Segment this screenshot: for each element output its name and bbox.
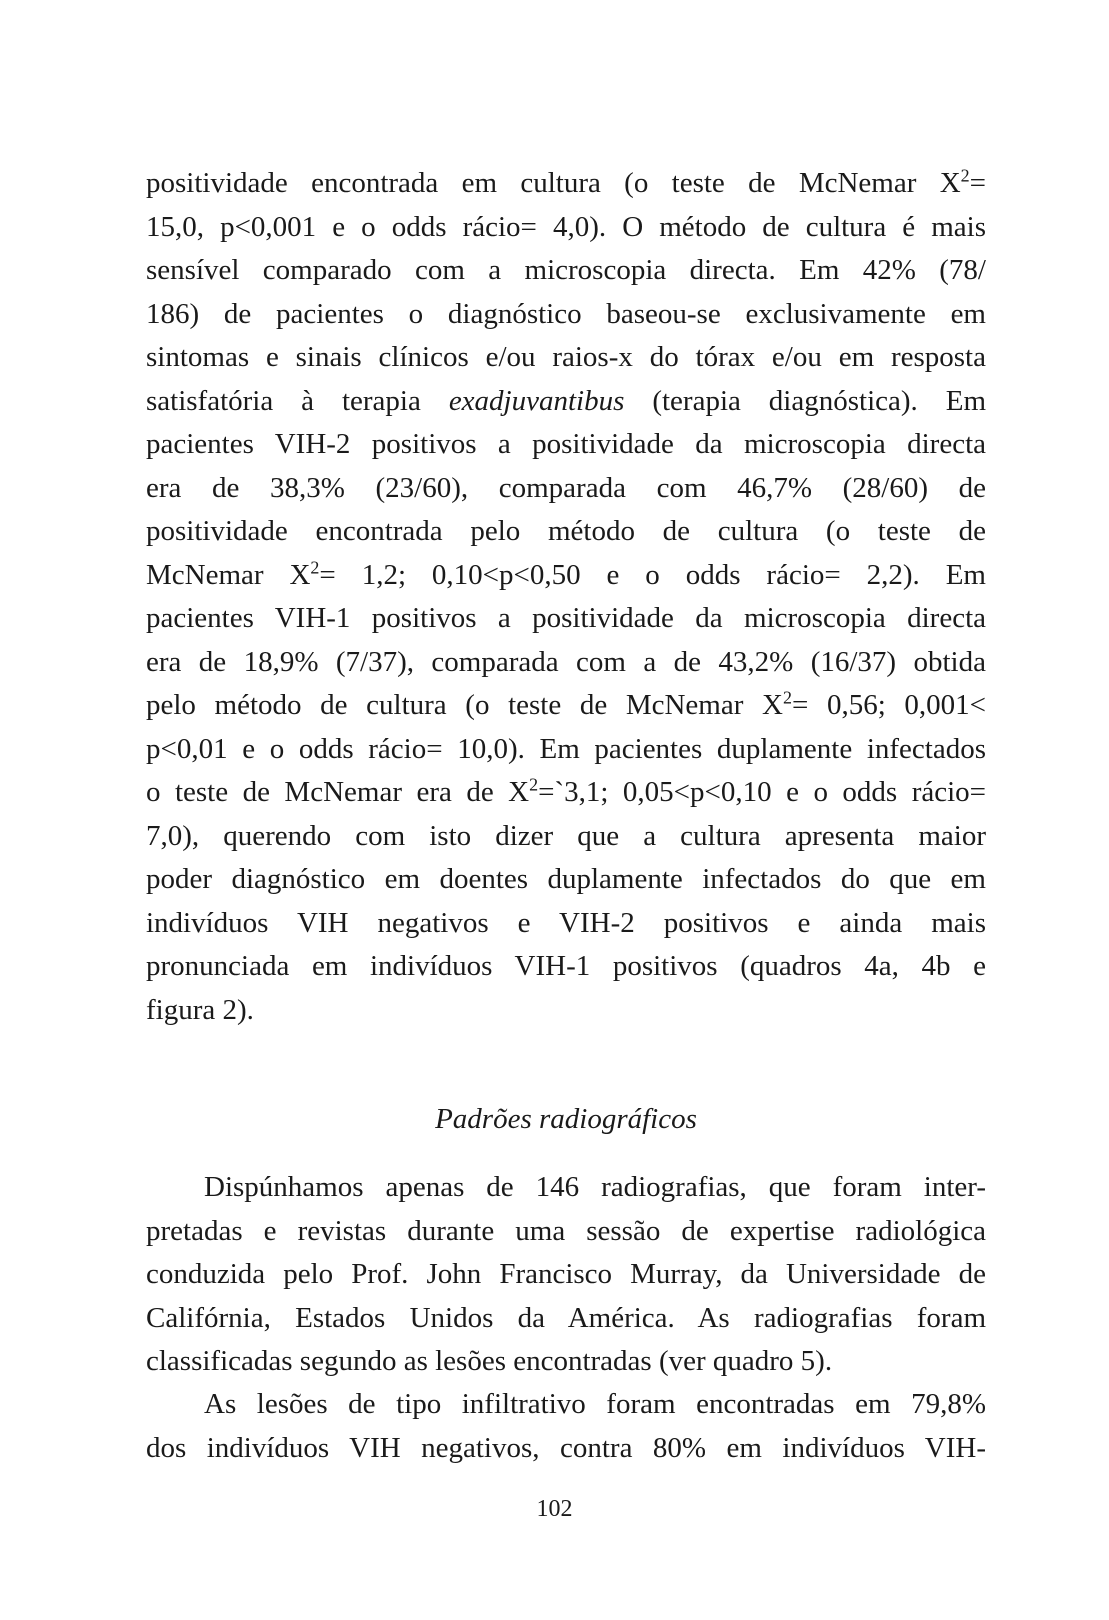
text-line: As lesões de tipo infiltrativo foram encontradas em 79,8% — [204, 1388, 986, 1420]
text-line: sensível comparado com a microscopia directa. Em 42% (78/ — [146, 254, 986, 286]
text-line: era de 38,3% (23/60), comparada com 46,7% (28/60) de — [146, 471, 986, 504]
text-line: figura 2). — [146, 993, 254, 1026]
text-line: sintomas e sinais clínicos e/ou raios-x do tórax e/ou em resposta — [146, 341, 986, 373]
text-line: pronunciada em indivíduos VIH-1 positivos (quadros 4a, 4b e — [146, 950, 986, 982]
page-number: 102 — [536, 1496, 573, 1522]
text-line: Dispúnhamos apenas de 146 radiografias, que foram inter- — [204, 1171, 986, 1203]
text-line: era de 18,9% (7/37), comparada com a de 43,2% (16/37) obtida — [146, 645, 986, 678]
text-line: positividade encontrada em cultura (o teste de McNemar $X^2=$ — [146, 165, 986, 199]
text-line: pelo método de cultura (o teste de McNemar $X^2= 0,56$; 0,001< — [146, 687, 986, 721]
text-line: 15,0, p<0,001 e o odds rácio= 4,0). O método de cultura é mais — [146, 210, 986, 243]
text-line: Califórnia, Estados Unidos da América. As radiografias foram — [146, 1301, 986, 1334]
text-line: dos indivíduos VIH negativos, contra 80% em indivíduos VIH- — [146, 1431, 986, 1464]
text-line: pretadas e revistas durante uma sessão de expertise radiológica — [146, 1214, 986, 1247]
section-heading: Padrões radiográficos — [435, 1103, 697, 1135]
text-line: McNemar $X^2= 1,2$; 0,10<p<0,50 e o odds rácio= 2,2). Em — [146, 556, 986, 591]
paragraph-radiographs — [146, 1166, 986, 1384]
text-line: 186) de pacientes o diagnóstico baseou-se exclusivamente em — [146, 297, 986, 330]
text-line: poder diagnóstico em doentes duplamente infectados do que em — [146, 863, 986, 895]
text-line: p<0,01 e o odds rácio= 10,0). Em pacientes duplamente infectados — [146, 732, 986, 765]
text-line: o teste de McNemar era de $X^2=`3,1$; 0,05<p<0,10 e o odds rácio= — [146, 774, 987, 808]
paragraph-results — [146, 162, 986, 1032]
text-line: 7,0), querendo com isto dizer que a cultura apresenta maior — [146, 819, 986, 852]
text-line: conduzida pelo Prof. John Francisco Murray, da Universidade de — [146, 1258, 986, 1290]
text-line: pacientes VIH-2 positivos a positividade da microscopia directa — [146, 428, 986, 460]
text-line: satisfatória à terapia exadjuvantibus (terapia diagnóstica). Em — [146, 384, 986, 417]
text-line: positividade encontrada pelo método de cultura (o teste de — [146, 515, 986, 547]
italic-term: exadjuvantibus — [448, 384, 625, 417]
text-line: classificadas segundo as lesões encontradas (ver quadro 5). — [146, 1345, 833, 1377]
text-line: indivíduos VIH negativos e VIH-2 positivos e ainda mais — [146, 906, 986, 939]
paragraph-lesions — [146, 1383, 986, 1470]
text-line: pacientes VIH-1 positivos a positividade da microscopia directa — [146, 602, 986, 634]
